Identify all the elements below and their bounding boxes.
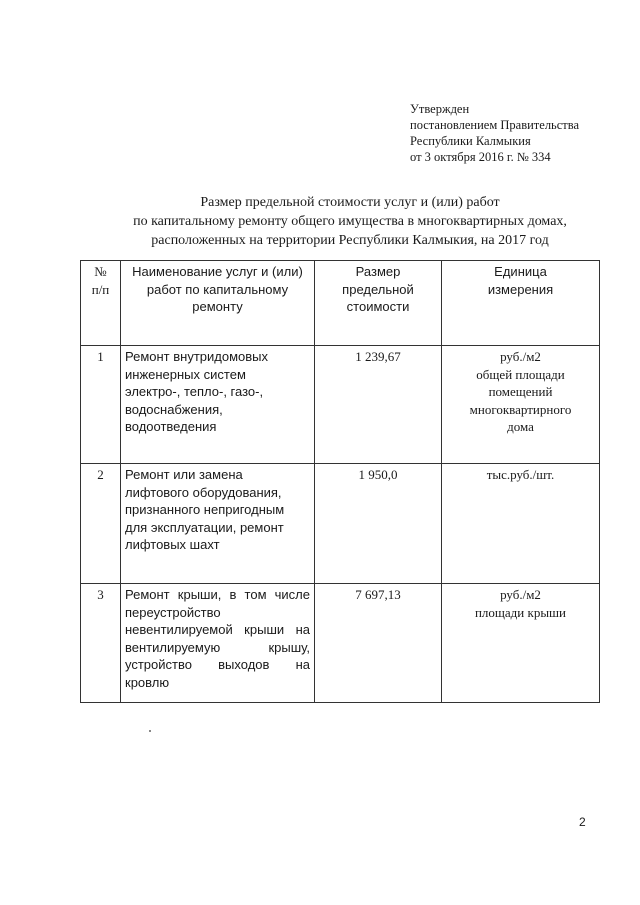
- header-max-cost: Размер предельной стоимости: [315, 261, 442, 346]
- table-row: [81, 464, 600, 584]
- approval-line: Республики Калмыкия: [410, 134, 531, 148]
- row-unit: руб./м2 площади крыши: [442, 584, 600, 703]
- header-service-name: Наименование услуг и (или) работ по капитальному ремонту: [121, 261, 315, 346]
- approval-line: от 3 октября 2016 г. № 334: [410, 150, 551, 164]
- page-number: 2: [579, 815, 586, 829]
- row-service-name: Ремонт или замена лифтового оборудования, признанного непригодным для эксплуатации, ремонт лифтовых шахт: [121, 464, 315, 584]
- header-number: № п/п: [81, 261, 121, 346]
- title-line: по капитальному ремонту общего имущества в многоквартирных домах,: [133, 214, 567, 229]
- row-service-name: Ремонт крыши, в том числе переустройство невентилируемой крыши на вентилируемую крышу, устройство выходов на кровлю: [121, 584, 315, 703]
- approval-stamp: [410, 101, 579, 165]
- row-service-name: Ремонт внутридомовых инженерных систем электро-, тепло-, газо-, водоснабжения, водоотведения: [121, 346, 315, 464]
- row-unit: руб./м2 общей площади помещений многоквартирного дома: [442, 346, 600, 464]
- table-header-row: [81, 261, 600, 346]
- row-number: 3: [81, 584, 121, 703]
- row-number: 2: [81, 464, 121, 584]
- row-unit: тыс.руб./шт.: [442, 464, 600, 584]
- approval-line: Утвержден: [410, 102, 470, 116]
- row-number: 1: [81, 346, 121, 464]
- header-unit: Единица измерения: [442, 261, 600, 346]
- row-max-cost: 1 239,67: [315, 346, 442, 464]
- table-row: [81, 584, 600, 703]
- row-max-cost: 1 950,0: [315, 464, 442, 584]
- title-line: Размер предельной стоимости услуг и (или) работ: [200, 195, 500, 210]
- table-row: [81, 346, 600, 464]
- title-line: расположенных на территории Республики Калмыкия, на 2017 год: [151, 233, 549, 248]
- services-table: [80, 260, 600, 703]
- row-max-cost: 7 697,13: [315, 584, 442, 703]
- approval-line: постановлением Правительства: [410, 118, 580, 132]
- scan-artifact: [149, 730, 151, 732]
- document-title: [60, 193, 640, 250]
